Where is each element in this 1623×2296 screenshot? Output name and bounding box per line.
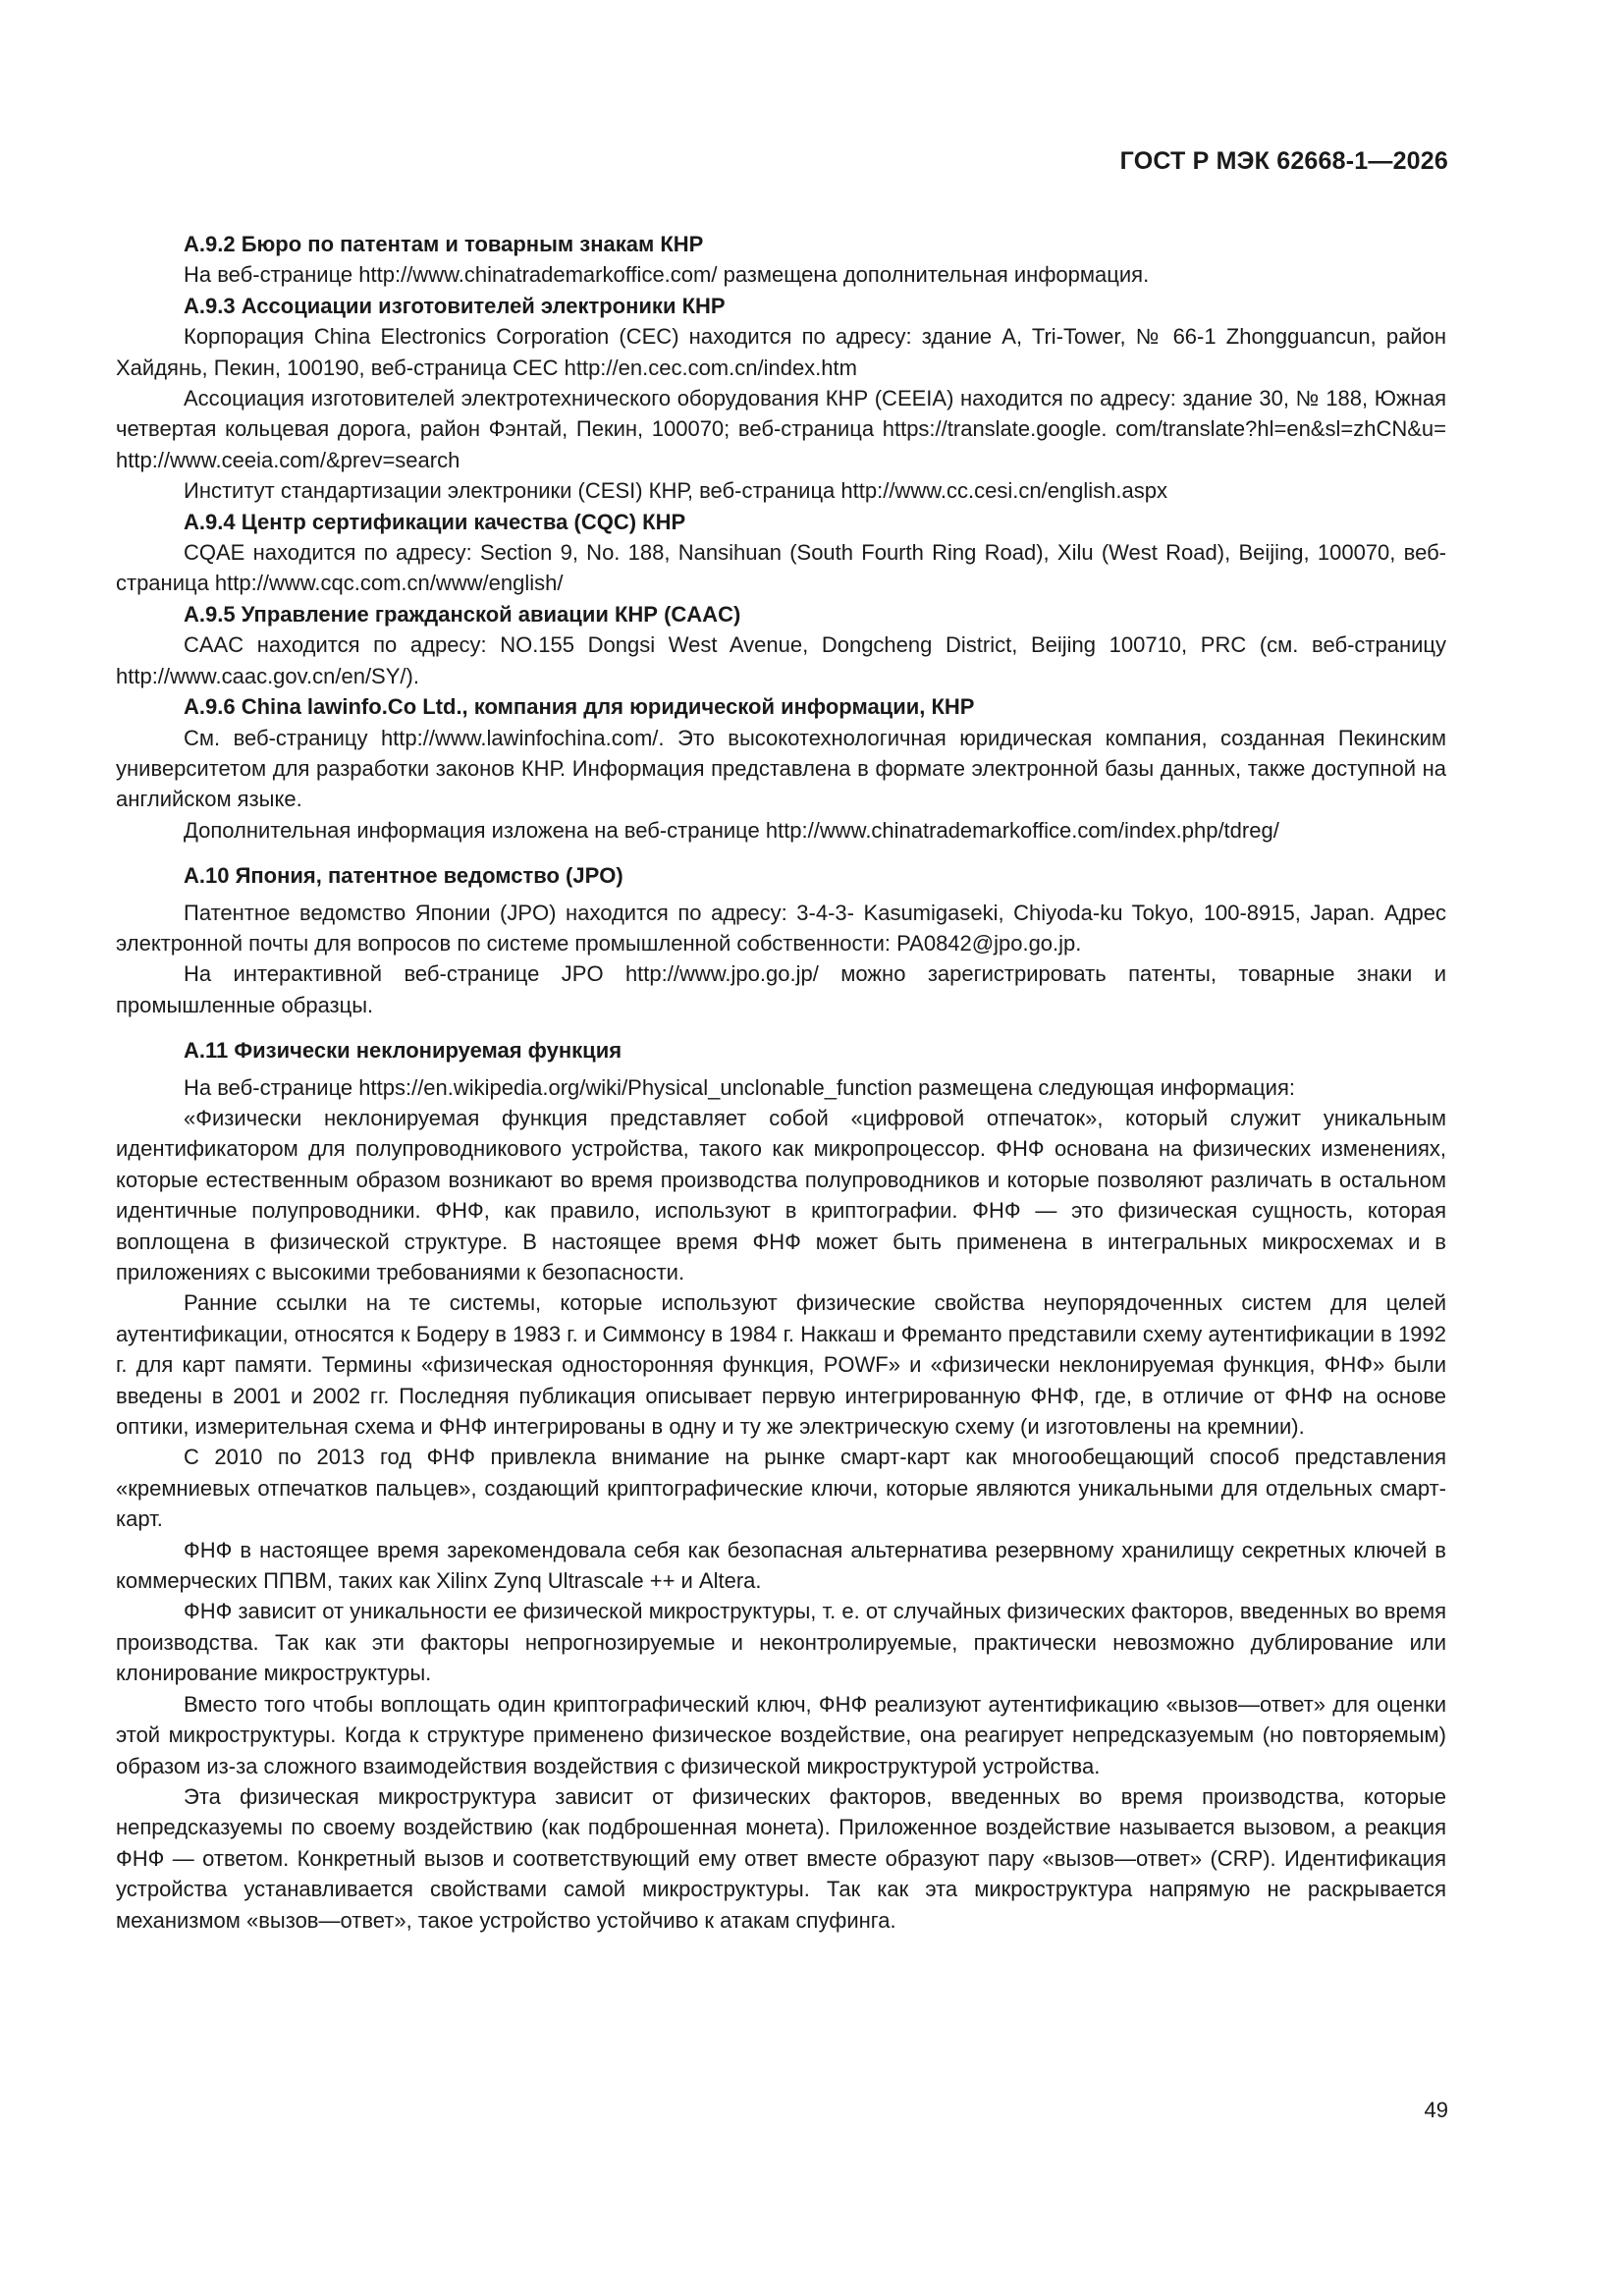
section-heading: A.9.3 Ассоциации изготовителей электроники КНР <box>184 293 726 318</box>
paragraph: «Физически неклонируемая функция представляет собой «цифровой отпечаток», который служит уникальным идентификатором для полупроводникового устройства, такого как микропроцессор. ФНФ основана на физических изменениях, которые естественным образом возникают во время производства полупроводников и которые позволяют различать в остальном идентичные полупроводники. ФНФ, как правило, используют в криптографии. ФНФ — это физическая сущность, которая воплощена в физической структуре. В настоящее время ФНФ может быть применена в интегральных микросхемах и в приложениях с высокими требованиями к безопасности. <box>116 1105 1446 1285</box>
paragraph: На веб-странице http://www.chinatrademarkoffice.com/ размещена дополнительная информация. <box>184 262 1150 288</box>
paragraph: Ранние ссылки на те системы, которые используют физические свойства неупорядоченных систем для целей аутентификации, относятся к Бодеру в 1983 г. и Симмонсу в 1984 г. Наккаш и Фреманто представили схему аутентификации в 1992 г. для карт памяти. Термины «физическая односторонняя функция, POWF» и «физически неклонируемая функция, ФНФ» были введены в 2001 и 2002 гг. Последняя публикация описывает первую интегрированную ФНФ, где, в отличие от ФНФ на основе оптики, измерительная схема и ФНФ интегрированы в одну и ту же электрическую схему (и изготовлены на кремнии). <box>116 1290 1446 1440</box>
document-body <box>116 229 1446 1936</box>
section-heading: A.9.6 China lawinfo.Co Ltd., компания для юридической информации, КНР <box>184 694 975 720</box>
paragraph: Дополнительная информация изложена на веб-странице http://www.chinatrademarkoffice.com/index.php/tdreg/ <box>184 817 1279 843</box>
paragraph: ФНФ зависит от уникальности ее физической микроструктуры, т. е. от случайных физических факторов, введенных во время производства. Так как эти факторы непрогнозируемые и неконтролируемые, практически невозможно дублирование или клонирование микроструктуры. <box>116 1599 1446 1686</box>
section-heading: A.11 Физически неклонируемая функция <box>184 1038 622 1064</box>
paragraph: Вместо того чтобы воплощать один криптографический ключ, ФНФ реализуют аутентификацию «вызов—ответ» для оценки этой микроструктуры. Когда к структуре применено физическое воздействие, она реагирует непредсказуемым (но повторяемым) образом из-за сложного взаимодействия воздействия с физической микроструктурой устройства. <box>116 1691 1446 1778</box>
document-header: ГОСТ Р МЭК 62668-1—2026 <box>1119 147 1448 175</box>
paragraph: На интерактивной веб-странице JPO http://www.jpo.go.jp/ можно зарегистрировать патенты, товарные знаки и промышленные образцы. <box>116 961 1446 1017</box>
section-heading: A.10 Япония, патентное ведомство (JPO) <box>184 863 623 889</box>
section-heading: A.9.2 Бюро по патентам и товарным знакам КНР <box>184 232 704 256</box>
paragraph: CQAE находится по адресу: Section 9, No. 188, Nansihuan (South Fourth Ring Road), Xilu (West Road), Beijing, 100070, веб-страница http://www.cqc.com.cn/www/english/ <box>116 540 1446 596</box>
section-heading: A.9.4 Центр сертификации качества (CQC) КНР <box>184 509 686 534</box>
paragraph: Эта физическая микроструктура зависит от физических факторов, введенных во время производства, которые непредсказуемы по своему воздействию (как подброшенная монета). Приложенное воздействие называется вызовом, а реакция ФНФ — ответом. Конкретный вызов и соответствующий ему ответ вместе образуют пару «вызов—ответ» (CRP). Идентификация устройства устанавливается свойствами самой микроструктуры. Так как эта микроструктура напрямую не раскрывается механизмом «вызов—ответ», такое устройство устойчиво к атакам спуфинга. <box>116 1783 1446 1933</box>
paragraph: CAAC находится по адресу: NO.155 Dongsi West Avenue, Dongcheng District, Beijing 100710, PRC (см. веб-страницу http://www.caac.gov.cn/en/SY/). <box>116 632 1446 688</box>
paragraph: С 2010 по 2013 год ФНФ привлекла внимание на рынке смарт-карт как многообещающий способ представления «кремниевых отпечатков пальцев», создающий криптографические ключи, которые являются уникальными для отдельных смарт-карт. <box>116 1445 1446 1532</box>
page-number: 49 <box>1424 2098 1448 2122</box>
paragraph: На веб-странице https://en.wikipedia.org/wiki/Physical_unclonable_function размещена следующая информация: <box>184 1074 1295 1100</box>
paragraph: Институт стандартизации электроники (CESI) КНР, веб-страница http://www.cc.cesi.cn/english.aspx <box>184 478 1167 504</box>
paragraph: Корпорация China Electronics Corporation (CEC) находится по адресу: здание A, Tri-Tower, № 66-1 Zhongguancun, район Хайдянь, Пекин, 100190, веб-страница CEC http://en.cec.com.cn/index.htm <box>116 324 1446 380</box>
paragraph: См. веб-страницу http://www.lawinfochina.com/. Это высокотехнологичная юридическая компания, созданная Пекинским университетом для разработки законов КНР. Информация представлена в формате электронной базы данных, также доступной на английском языке. <box>116 725 1446 812</box>
paragraph: ФНФ в настоящее время зарекомендовала себя как безопасная альтернатива резервному хранилищу секретных ключей в коммерческих ППВМ, таких как Xilinx Zynq Ultrascale ++ и Altera. <box>116 1537 1446 1594</box>
paragraph: Ассоциация изготовителей электротехнического оборудования КНР (CEEIA) находится по адресу: здание 30, № 188, Южная четвертая кольцевая дорога, район Фэнтай, Пекин, 100070; веб-страница https://translate.google. com/translate?hl=en&sl=zhCN&u= http://www.ceeia.com/&prev=search <box>116 386 1446 472</box>
section-heading: A.9.5 Управление гражданской авиации КНР (CAAC) <box>184 601 741 627</box>
paragraph: Патентное ведомство Японии (JPO) находится по адресу: 3-4-3- Kasumigaseki, Chiyoda-ku Tokyo, 100-8915, Japan. Адрес электронной почты для вопросов по системе промышленной собственности: PA0842@jpo.go.jp. <box>116 900 1446 956</box>
